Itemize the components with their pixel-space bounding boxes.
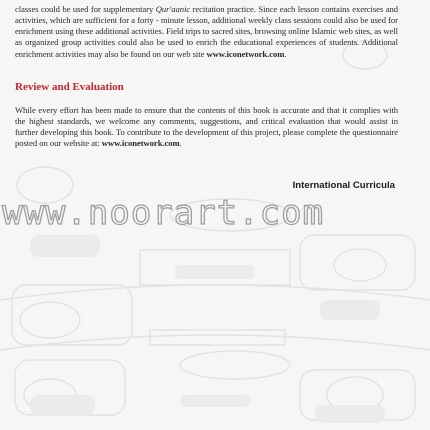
review-paragraph xyxy=(15,105,398,150)
review-website-link[interactable]: www.iconetwork.com xyxy=(101,138,180,149)
intro-website-link[interactable]: www.iconetwork.com xyxy=(206,48,285,59)
publisher-signature: International Curricula xyxy=(292,180,395,191)
review-text-body: While every effort has been made to ensure that the contents of this book is accurate and that it complies with the highest standards, we welcome any comments, suggestions, and critical evaluation that would assist in further developing this book. To contribute to the development of this project, please complete the questionnaire posted on our website at: xyxy=(15,104,398,149)
intro-paragraph xyxy=(15,4,398,60)
review-text-end: . xyxy=(179,138,182,149)
review-heading: Review and Evaluation xyxy=(15,81,124,93)
intro-text-start: classes could be used for supplementary xyxy=(15,3,156,14)
quranic-term: Qur'aanic xyxy=(155,3,191,14)
watermark: www.noorart.com xyxy=(2,193,325,233)
intro-text-body: recitation practice. Since each lesson contains exercises and activities, which are sufficient for a forty - minute lesson, additional weekly class sessions could also be used for enrichment using these additional activities. Field trips to sacred sites, browsing online Islamic web sites, as well as organized group activities could also be used to enrich the educational experiences of students. Additional enrichment activities may also be found on our web site xyxy=(15,3,399,59)
intro-text-end: . xyxy=(284,48,287,59)
